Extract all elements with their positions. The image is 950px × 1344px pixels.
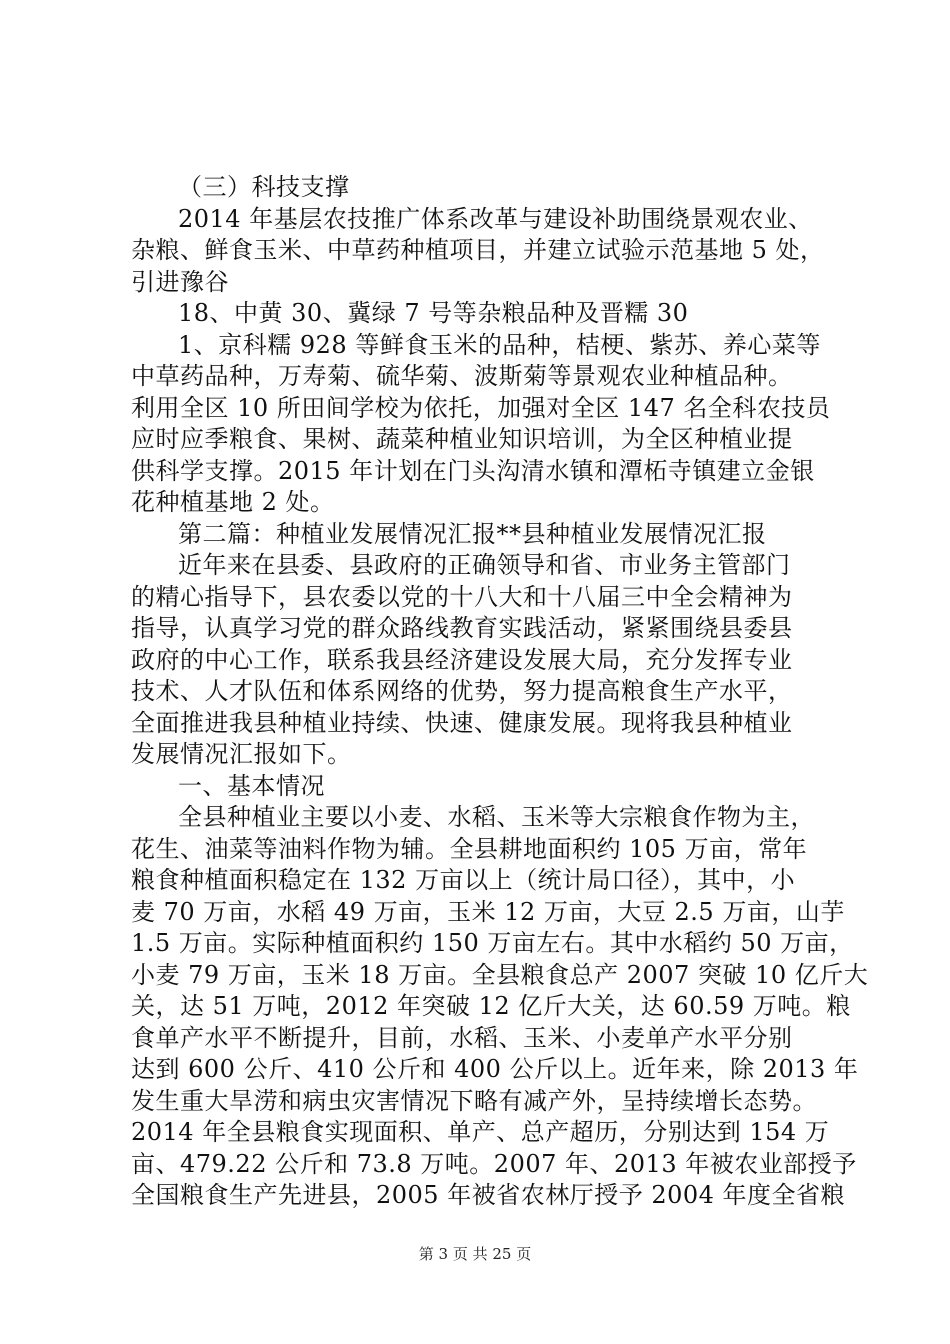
text-line: 利用全区 10 所田间学校为依托，加强对全区 147 名全科农技员	[131, 393, 831, 422]
text-line: 引进豫谷	[131, 267, 229, 296]
text-line: 发生重大旱涝和病虫灾害情况下略有减产外，呈持续增长态势。	[131, 1086, 817, 1115]
text-line: 政府的中心工作，联系我县经济建设发展大局，充分发挥专业	[131, 645, 793, 674]
text-line: 应时应季粮食、果树、蔬菜种植业知识培训，为全区种植业提	[131, 425, 793, 453]
text-line: 全县种植业主要以小麦、水稻、玉米等大宗粮食作物为主，	[178, 803, 815, 831]
text-line: 18、中黄 30、冀绿 7 号等杂粮品种及晋糯 30	[178, 299, 689, 327]
text-line: 2014 年基层农技推广体系改革与建设补助围绕景观农业、	[178, 204, 813, 233]
text-line: 花种植基地 2 处。	[131, 488, 335, 516]
section-heading: 一、基本情况	[178, 771, 325, 800]
text-line: 亩、479.22 公斤和 73.8 万吨。2007 年、2013 年被农业部授予	[131, 1149, 857, 1178]
text-line: 供科学支撑。2015 年计划在门头沟清水镇和潭柘寺镇建立金银	[131, 456, 815, 485]
text-line: 近年来在县委、县政府的正确领导和省、市业务主管部门	[178, 551, 791, 579]
text-line: 1.5 万亩。实际种植面积约 150 万亩左右。其中水稻约 50 万亩，	[131, 929, 854, 957]
text-line: 的精心指导下，县农委以党的十八大和十八届三中全会精神为	[131, 582, 793, 611]
text-line: 技术、人才队伍和体系网络的优势，努力提高粮食生产水平，	[131, 677, 793, 705]
text-line: 中草药品种，万寿菊、硫华菊、波斯菊等景观农业种植品种。	[131, 362, 793, 390]
text-line: 全面推进我县种植业持续、快速、健康发展。现将我县种植业	[131, 708, 793, 737]
text-line: 杂粮、鲜食玉米、中草药种植项目，并建立试验示范基地 5 处，	[131, 236, 825, 264]
text-line: 全国粮食生产先进县，2005 年被省农林厅授予 2004 年度全省粮	[131, 1181, 846, 1209]
text-line: 指导，认真学习党的群众路线教育实践活动，紧紧围绕县委县	[131, 614, 793, 642]
text-line: 发展情况汇报如下。	[131, 740, 352, 768]
chapter-heading: 第二篇：种植业发展情况汇报**县种植业发展情况汇报	[178, 519, 767, 548]
text-line: 粮食种植面积稳定在 132 万亩以上（统计局口径），其中，小	[131, 866, 796, 894]
text-line: 小麦 79 万亩，玉米 18 万亩。全县粮食总产 2007 突破 10 亿斤大	[131, 960, 869, 989]
text-line: 麦 70 万亩，水稻 49 万亩，玉米 12 万亩，大豆 2.5 万亩，山芋	[131, 897, 845, 926]
text-line: 1、京科糯 928 等鲜食玉米的品种，桔梗、紫苏、养心菜等	[178, 330, 821, 359]
section-heading: （三）科技支撑	[178, 173, 350, 201]
text-line: 食单产水平不断提升，目前，水稻、玉米、小麦单产水平分别	[131, 1023, 793, 1052]
text-line: 2014 年全县粮食实现面积、单产、总产超历，分别达到 154 万	[131, 1118, 830, 1146]
text-line: 关，达 51 万吨，2012 年突破 12 亿斤大关，达 60.59 万吨。粮	[131, 992, 851, 1020]
page-number-footer: 第 3 页 共 25 页	[418, 1245, 532, 1263]
text-line: 达到 600 公斤、410 公斤和 400 公斤以上。近年来，除 2013 年	[131, 1055, 859, 1083]
text-line: 花生、油菜等油料作物为辅。全县耕地面积约 105 万亩，常年	[131, 834, 808, 863]
